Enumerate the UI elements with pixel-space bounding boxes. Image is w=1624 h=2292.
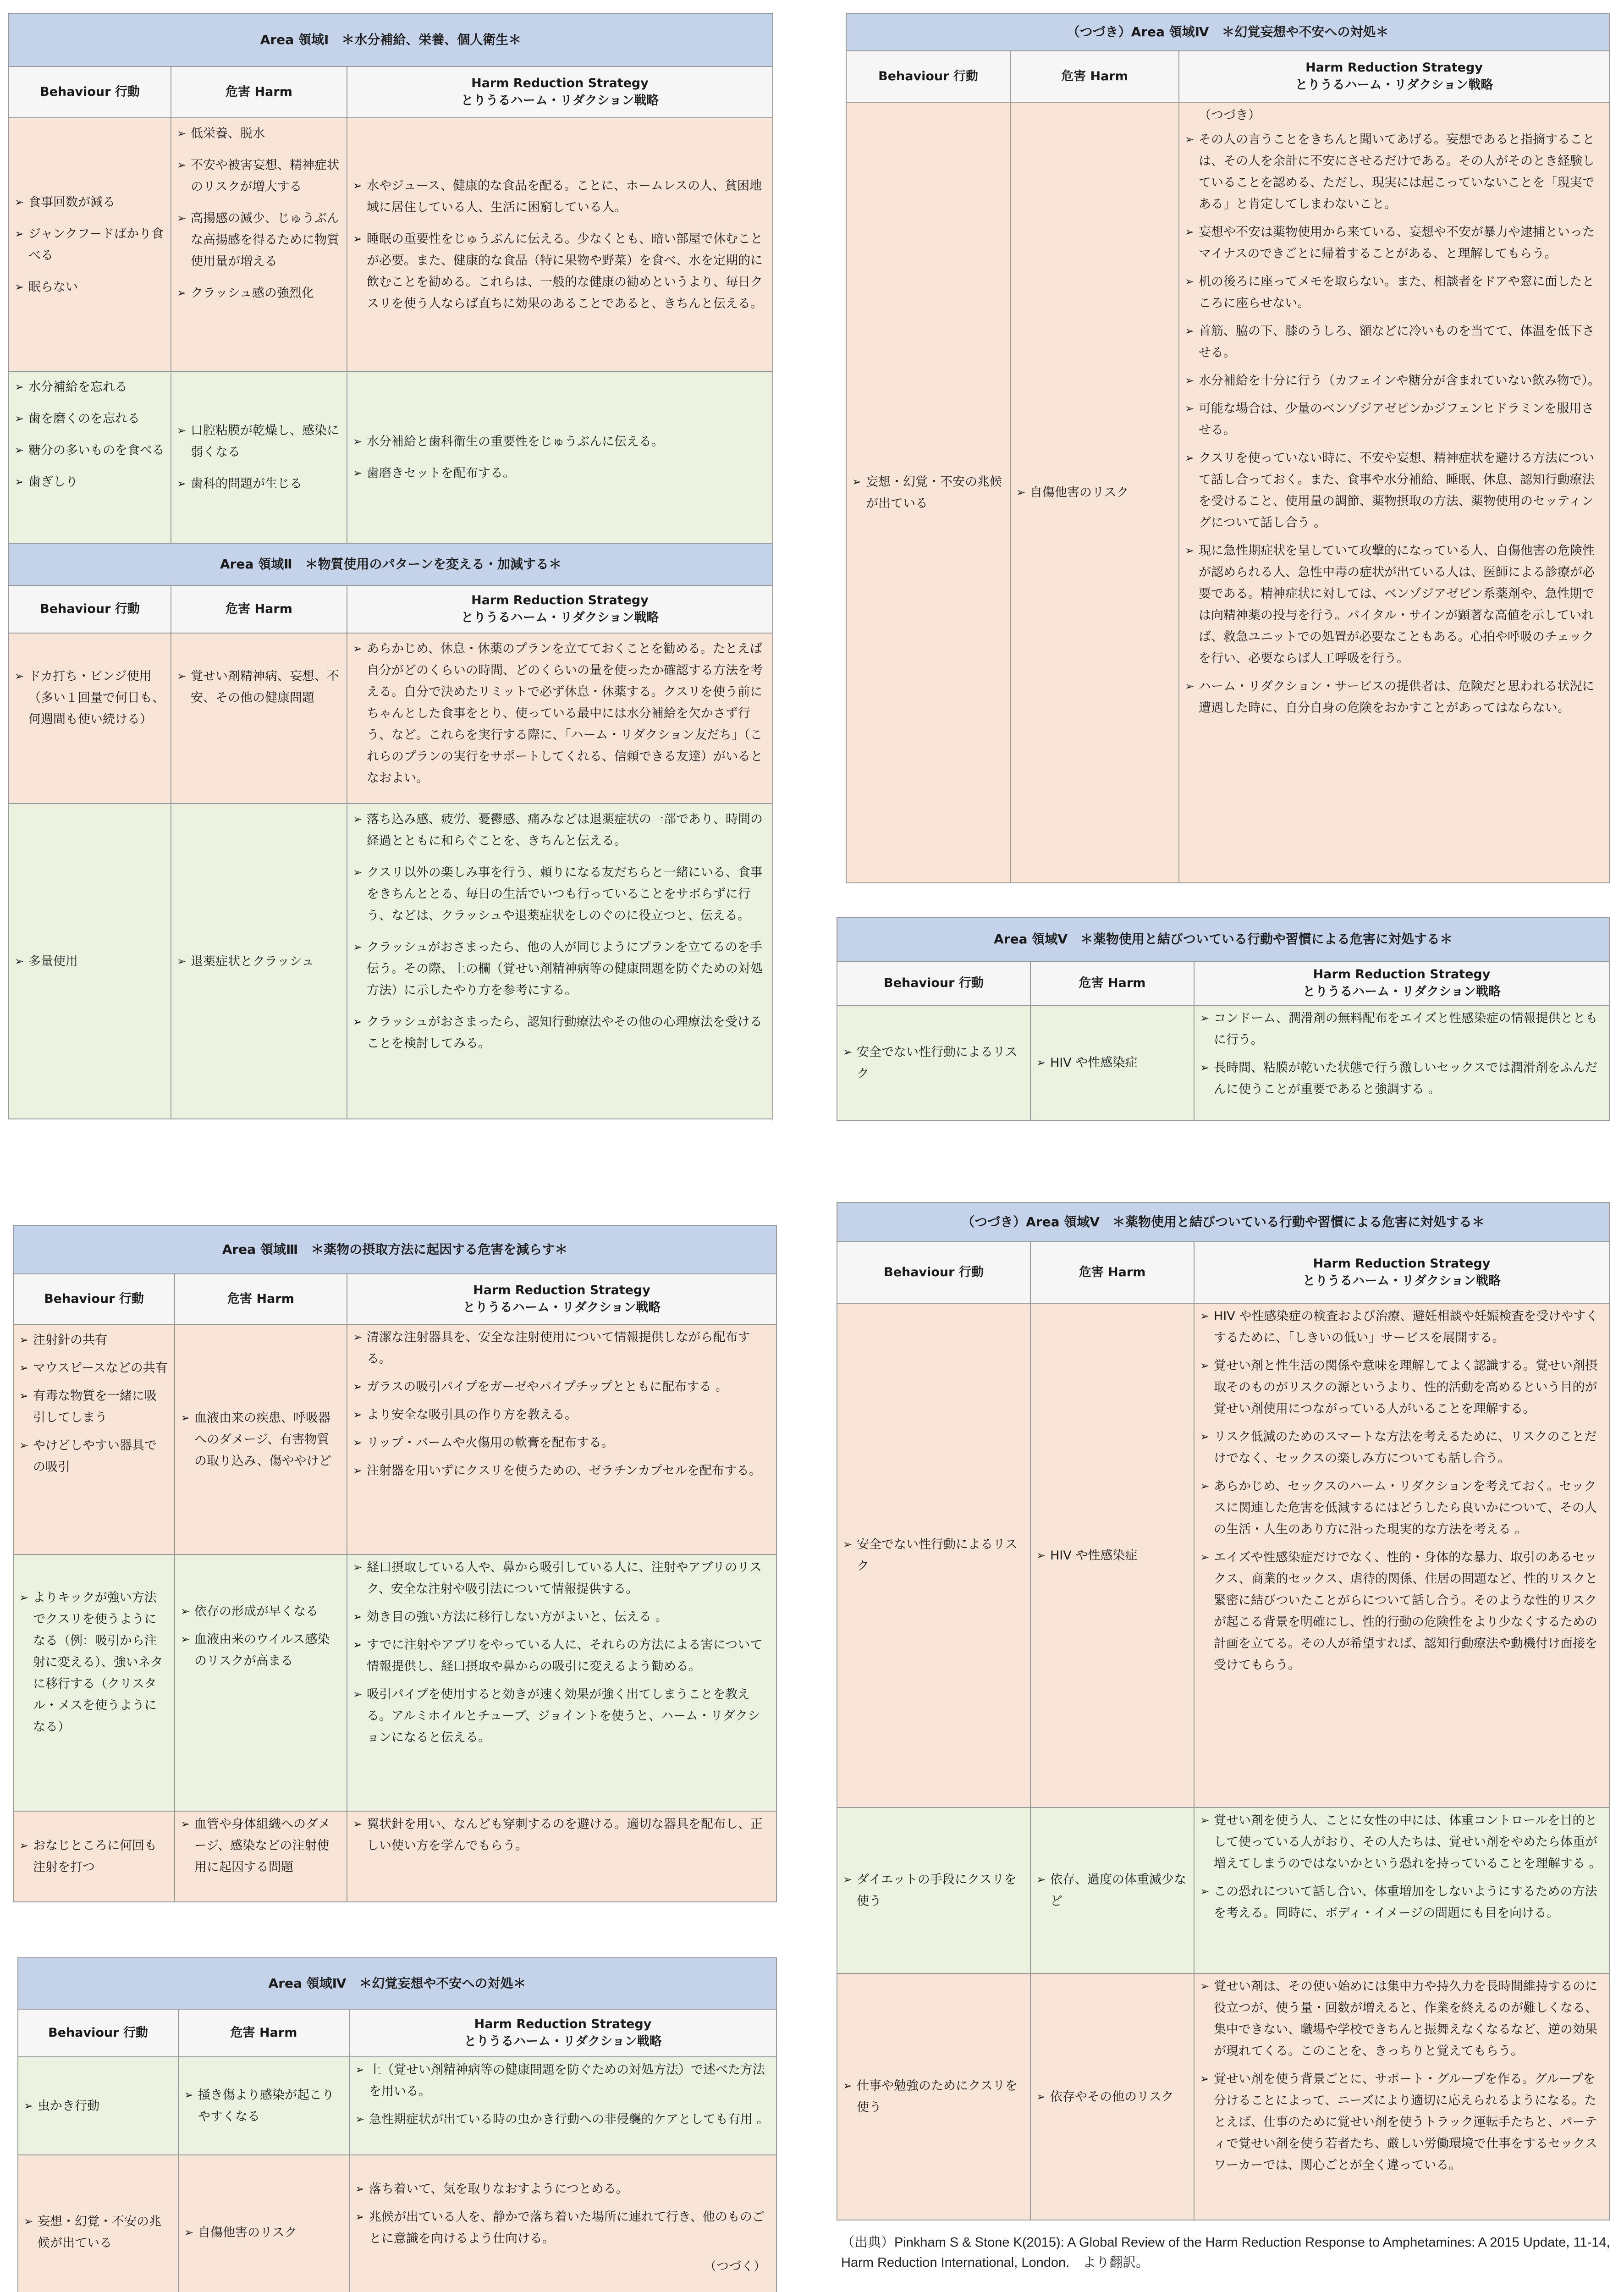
strategy-cell: ➢ 水分補給と歯科衛生の重要性をじゅうぶんに伝える。 ➢ 歯磨きセットを配布する。 [347, 371, 773, 543]
strategy-cell: ➢ HIV や性感染症の検査および治療、避妊相談や妊娠検査を受けやすくするために、「しきいの低い」サービスを展開する。 ➢ 覚せい剤と性生活の関係や意味を理解してよく認識する。覚せい剤摂取そのものがリスクの源というより、性的活動を高めるという目的が覚せい剤使用につながっている人がいることを理解する。 ➢ リスク低減のためのスマートな方法を考えるために、リスクのことだけでなく、セックスの楽しみ方についても話し合う。 ➢ あらかじめ、セックスのハーム・リダクションを考えておく。セックスに関連した危害を低減するにはどうしたら良いかについて、その人の生活・人生のあり方に沿った現実的な方法を考える 。 ➢ エイズや性感染症だけでなく、性的・身体的な暴力、取引のあるセックス、商業的セックス、虐待的関係、住居の問題など、性的リスクと緊密に結びついたことがらについて話し合う。そのような性的リスクが起こる背景を明確にし、性的行動の危険性をより少なくするための計画を立てる。その人が希望すれば、認知行動療法や動機付け面接を受けてもらう。 [1194, 1303, 1609, 1807]
col-harm-header: 危害 Harm [178, 2009, 349, 2057]
col-behaviour-header: Behaviour 行動 [9, 66, 171, 118]
harm-cell: ➢ 血液由来の疾患、呼吸器へのダメージ、有害物質の取り込み、傷ややけど [175, 1324, 347, 1554]
area4-table [17, 1957, 777, 2292]
table-row [837, 1973, 1609, 2220]
strategy-cell: ➢ 落ち着いて、気を取りなおすようにつとめる。 ➢ 兆候が出ている人を、静かで落ち着いた場所に連れて行き、他のものごとに意識を向けるよう仕向ける。 （つづく） [349, 2155, 776, 2292]
harm-cell: ➢ 依存の形成が早くなる ➢ 血液由来のウイルス感染のリスクが高まる [175, 1554, 347, 1811]
behaviour-cell: ➢ 虫かき行動 [18, 2057, 178, 2155]
behaviour-cell: ➢ よりキックが強い方法でクスリを使うようになる（例：吸引から注射に変える）、強いネタに移行する（クリスタル・メスを使うようになる） [13, 1554, 175, 1811]
strategy-cell: ➢ 覚せい剤は、その使い始めには集中力や持久力を長時間維持するのに役立つが、使う量・回数が増えると、作業を終えるのが難しくなる、集中できない、職場や学校できちんと振舞えなくなるなど、逆の効果が現れてくる。このことを、きっちりと覚えてもらう。 ➢ 覚せい剤を使う背景ごとに、サポート・グループを作る。グループを分けることによって、ニーズにより適切に応えられるようになる。たとえば、仕事のために覚せい剤を使うトラック運転手たちと、パーティで覚せい剤を使う若者たち、厳しい労働環境で仕事をするセックスワーカーでは、関心ごとが全く違っている。 [1194, 1973, 1609, 2220]
col-behaviour-header: Behaviour 行動 [18, 2009, 178, 2057]
col-strategy-header: Harm Reduction Strategy とりうるハーム・リダクション戦略 [347, 585, 773, 633]
area3-table [13, 1225, 777, 1902]
area1-title: Area 領域Ⅰ ＊水分補給、栄養、個人衛生＊ [9, 13, 773, 66]
strategy-cell: ➢ 落ち込み感、疲労、憂鬱感、痛みなどは退薬症状の一部であり、時間の経過とともに和らぐことを、きちんと伝える。 ➢ クスリ以外の楽しみ事を行う、頼りになる友だちらと一緒にいる、食事をきちんととる、毎日の生活でいつも行っていることをサボらずに行う、などは、クラッシュや退薬症状をしのぐのに役立つと、伝える。 ➢ クラッシュがおさまったら、他の人が同じようにプランを立てるのを手伝う。その際、上の欄（覚せい剤精神病等の健康問題を防ぐための対処方法）に示したやり方を参考にする。 ➢ クラッシュがおさまったら、認知行動療法やその他の心理療法を受けることを検討してみる。 [347, 804, 773, 1119]
behaviour-cell: ➢ 妄想・幻覚・不安の兆候が出ている [846, 102, 1010, 883]
table-row [9, 633, 773, 804]
table-row [837, 1303, 1609, 1807]
col-harm-header: 危害 Harm [171, 585, 347, 633]
continued-footer: （つづく） [704, 2259, 766, 2274]
strategy-cell: ➢ コンドーム、潤滑剤の無料配布をエイズと性感染症の情報提供とともに行う。 ➢ 長時間、粘膜が乾いた状態で行う激しいセックスでは潤滑剤をふんだんに使うことが重要であると強調する 。 [1194, 1005, 1609, 1120]
col-behaviour-header: Behaviour 行動 [9, 585, 171, 633]
col-behaviour-header: Behaviour 行動 [846, 51, 1010, 102]
col-harm-header: 危害 Harm [171, 66, 347, 118]
area4-continued-table [846, 13, 1610, 883]
col-harm-header: 危害 Harm [1030, 961, 1194, 1005]
strategy-cell: ➢ 翼状針を用い、なんども穿刺するのを避ける。適切な器具を配布し、正しい使い方を学んでもらう。 [347, 1811, 776, 1902]
col-harm-header: 危害 Harm [1030, 1242, 1194, 1303]
strategy-cell: ➢ 覚せい剤を使う人、ことに女性の中には、体重コントロールを目的として使っている人がおり、その人たちは、覚せい剤をやめたら体重が増えてしまうのではないかという恐れを持っていることを理解する 。 ➢ この恐れについて話し合い、体重増加をしないようにするための方法を考える。同時に、ボディ・イメージの問題にも目を向ける。 [1194, 1807, 1609, 1973]
behaviour-cell: ➢ 注射針の共有 ➢ マウスピースなどの共有 ➢ 有毒な物質を一緒に吸引してしまう ➢ やけどしやすい器具での吸引 [13, 1324, 175, 1554]
harm-cell: ➢ 覚せい剤精神病、妄想、不安、その他の健康問題 [171, 633, 347, 804]
harm-cell: ➢ 低栄養、脱水 ➢ 不安や被害妄想、精神症状のリスクが増大する ➢ 高揚感の減少、じゅうぶんな高揚感を得るために物質使用量が増える ➢ クラッシュ感の強烈化 [171, 118, 347, 371]
behaviour-cell: ➢ 水分補給を忘れる ➢ 歯を磨くのを忘れる ➢ 糖分の多いものを食べる ➢ 歯ぎしり [9, 371, 171, 543]
behaviour-cell: ➢ 安全でない性行動によるリスク [837, 1005, 1030, 1120]
harm-cell: ➢ 掻き傷より感染が起こりやすくなる [178, 2057, 349, 2155]
table-row [13, 1811, 776, 1902]
table-row [13, 1324, 776, 1554]
strategy-cell: （つづき） ➢ その人の言うことをきちんと聞いてあげる。妄想であると指摘することは、その人を余計に不安にさせるだけである。その人がそのとき経験していることを認める、ただし、現実には起こっていないことを「現実である」と肯定してしまわないこと。 ➢ 妄想や不安は薬物使用から来ている、妄想や不安が暴力や逮捕といったマイナスのできごとに帰着することがある、と理解してもらう。 ➢ 机の後ろに座ってメモを取らない。また、相談者をドアや窓に面したところに座らせない。 ➢ 首筋、脇の下、膝のうしろ、額などに冷いものを当てて、体温を低下させる。 ➢ 水分補給を十分に行う（カフェインや糖分が含まれていない飲み物で）。 ➢ 可能な場合は、少量のベンゾジアゼピンかジフェンヒドラミンを服用させる。 ➢ クスリを使っていない時に、不安や妄想、精神症状を避ける方法について話し合っておく。また、食事や水分補給、睡眠、休息、認知行動療法を受けること、使用量の調節、薬物摂取の方法、薬物使用のセッティングについて話し合う 。 ➢ 現に急性期症状を呈していて攻撃的になっている人、自傷他害の危険性が認められる人、急性中毒の症状が出ている人は、医師による診療が必要である。精神症状に対しては、ベンゾジアゼピン系薬剤や、急性期では向精神薬の投与を行う。バイタル・サインが顕著な高値を示していれば、救急ユニットでの処置が必要なこともある。心拍や呼吸のチェックを行い、必要ならば人工呼吸を行う。 ➢ ハーム・リダクション・サービスの提供者は、危険だと思われる状況に遭遇した時に、自分自身の危険をおかすことがあってはならない。 [1179, 102, 1609, 883]
strategy-cell: ➢ 清潔な注射器具を、安全な注射使用について情報提供しながら配布する。 ➢ ガラスの吸引パイプをガーゼやパイプチップとともに配布する 。 ➢ より安全な吸引具の作り方を教える。 ➢ リップ・バームや火傷用の軟膏を配布する。 ➢ 注射器を用いずにクスリを使うための、ゼラチンカプセルを配布する。 [347, 1324, 776, 1554]
area1-area2-table [8, 13, 773, 1119]
harm-cell: ➢ 血管や身体組織へのダメージ、感染などの注射使用に起因する問題 [175, 1811, 347, 1902]
area5-table [837, 917, 1610, 1121]
strategy-cell: ➢ あらかじめ、休息・休薬のプランを立てておくことを勧める。たとえば自分がどのくらいの時間、どのくらいの量を使ったか確認する方法を考える。自分で決めたリミットで必ず休息・休薬する。クスリを使う前にちゃんとした食事をとり、使っている最中には水分補給を欠かさず行う、など。これらを実行する際に、「ハーム・リダクション友だち」（これらのプランの実行をサポートしてくれる、信頼できる友達）がいるとなおよい。 [347, 633, 773, 804]
harm-cell: ➢ 自傷他害のリスク [1010, 102, 1179, 883]
area3-title: Area 領域Ⅲ ＊薬物の摂取方法に起因する危害を減らす＊ [13, 1225, 776, 1274]
col-strategy-header: Harm Reduction Strategy とりうるハーム・リダクション戦略 [1179, 51, 1609, 102]
table-row [9, 118, 773, 371]
col-behaviour-header: Behaviour 行動 [13, 1274, 175, 1324]
col-behaviour-header: Behaviour 行動 [837, 961, 1030, 1005]
behaviour-cell: ➢ 妄想・幻覚・不安の兆候が出ている [18, 2155, 178, 2292]
table-row [846, 102, 1609, 883]
area4-title: Area 領域Ⅳ ＊幻覚妄想や不安への対処＊ [18, 1958, 776, 2009]
behaviour-cell: ➢ 多量使用 [9, 804, 171, 1119]
area5-continued-table [837, 1202, 1610, 2220]
col-strategy-header: Harm Reduction Strategy とりうるハーム・リダクション戦略 [347, 1274, 776, 1324]
strategy-cell: ➢ 上（覚せい剤精神病等の健康問題を防ぐための対処方法）で述べた方法を用いる。 ➢ 急性期症状が出ている時の虫かき行動への非侵襲的ケアとしても有用 。 [349, 2057, 776, 2155]
col-strategy-header: Harm Reduction Strategy とりうるハーム・リダクション戦略 [349, 2009, 776, 2057]
harm-cell: ➢ 自傷他害のリスク [178, 2155, 349, 2292]
area5-title: Area 領域Ⅴ ＊薬物使用と結びついている行動や習慣による危害に対処する＊ [837, 917, 1609, 961]
continued-label: （つづき） [1199, 108, 1261, 122]
col-behaviour-header: Behaviour 行動 [837, 1242, 1030, 1303]
col-strategy-header: Harm Reduction Strategy とりうるハーム・リダクション戦略 [1194, 1242, 1609, 1303]
harm-cell: ➢ 依存、過度の体重減少など [1030, 1807, 1194, 1973]
source-citation: （出典）Pinkham S & Stone K(2015): A Global Review of the Harm Reduction Response to Amphetamines: A 2015 Update, 11-14, Harm Reduction International, London. より翻訳。 [841, 2235, 1610, 2270]
table-row [13, 1554, 776, 1811]
table-row [9, 371, 773, 543]
area4-continued-title: （つづき）Area 領域Ⅳ ＊幻覚妄想や不安への対処＊ [846, 13, 1609, 51]
table-row [18, 2057, 776, 2155]
harm-cell: ➢ 依存やその他のリスク [1030, 1973, 1194, 2220]
area5-continued-title: （つづき）Area 領域Ⅴ ＊薬物使用と結びついている行動や習慣による危害に対処する＊ [837, 1202, 1609, 1242]
col-strategy-header: Harm Reduction Strategy とりうるハーム・リダクション戦略 [1194, 961, 1609, 1005]
table-row [837, 1807, 1609, 1973]
col-harm-header: 危害 Harm [175, 1274, 347, 1324]
behaviour-cell: ➢ おなじところに何回も注射を打つ [13, 1811, 175, 1902]
behaviour-cell: ➢ 食事回数が減る ➢ ジャンクフードばかり食べる ➢ 眠らない [9, 118, 171, 371]
table-row [837, 1005, 1609, 1120]
harm-cell: ➢ 退薬症状とクラッシュ [171, 804, 347, 1119]
table-row [9, 804, 773, 1119]
behaviour-cell: ➢ ダイエットの手段にクスリを使う [837, 1807, 1030, 1973]
harm-cell: ➢ 口腔粘膜が乾燥し、感染に弱くなる ➢ 歯科的問題が生じる [171, 371, 347, 543]
behaviour-cell: ➢ ドカ打ち・ビンジ使用（多い１回量で何日も、何週間も使い続ける） [9, 633, 171, 804]
col-harm-header: 危害 Harm [1010, 51, 1179, 102]
behaviour-cell: ➢ 仕事や勉強のためにクスリを使う [837, 1973, 1030, 2220]
harm-cell: ➢ HIV や性感染症 [1030, 1005, 1194, 1120]
col-strategy-header: Harm Reduction Strategy とりうるハーム・リダクション戦略 [347, 66, 773, 118]
harm-cell: ➢ HIV や性感染症 [1030, 1303, 1194, 1807]
strategy-cell: ➢ 水やジュース、健康的な食品を配る。ことに、ホームレスの人、貧困地域に居住している人、生活に困窮している人。 ➢ 睡眠の重要性をじゅうぶんに伝える。少なくとも、暗い部屋で休むことが必要。また、健康的な食品（特に果物や野菜）を食べ、水を定期的に飲むことを勧める。これらは、一般的な健康の勧めというより、毎日クスリを使う人ならば直ちに効果のあることであると、きちんと伝える。 [347, 118, 773, 371]
behaviour-cell: ➢ 安全でない性行動によるリスク [837, 1303, 1030, 1807]
strategy-cell: ➢ 経口摂取している人や、鼻から吸引している人に、注射やアブリのリスク、安全な注射や吸引法について情報提供する。 ➢ 効き目の強い方法に移行しない方がよいと、伝える 。 ➢ すでに注射やアブリをやっている人に、それらの方法による害について情報提供し、経口摂取や鼻からの吸引に変えるよう勧める。 ➢ 吸引パイプを使用すると効きが速く効果が強く出てしまうことを教える。アルミホイルとチューブ、ジョイントを使うと、ハーム・リダクションになると伝える。 [347, 1554, 776, 1811]
table-row [18, 2155, 776, 2292]
area2-title: Area 領域Ⅱ ＊物質使用のパターンを変える・加減する＊ [9, 543, 773, 585]
